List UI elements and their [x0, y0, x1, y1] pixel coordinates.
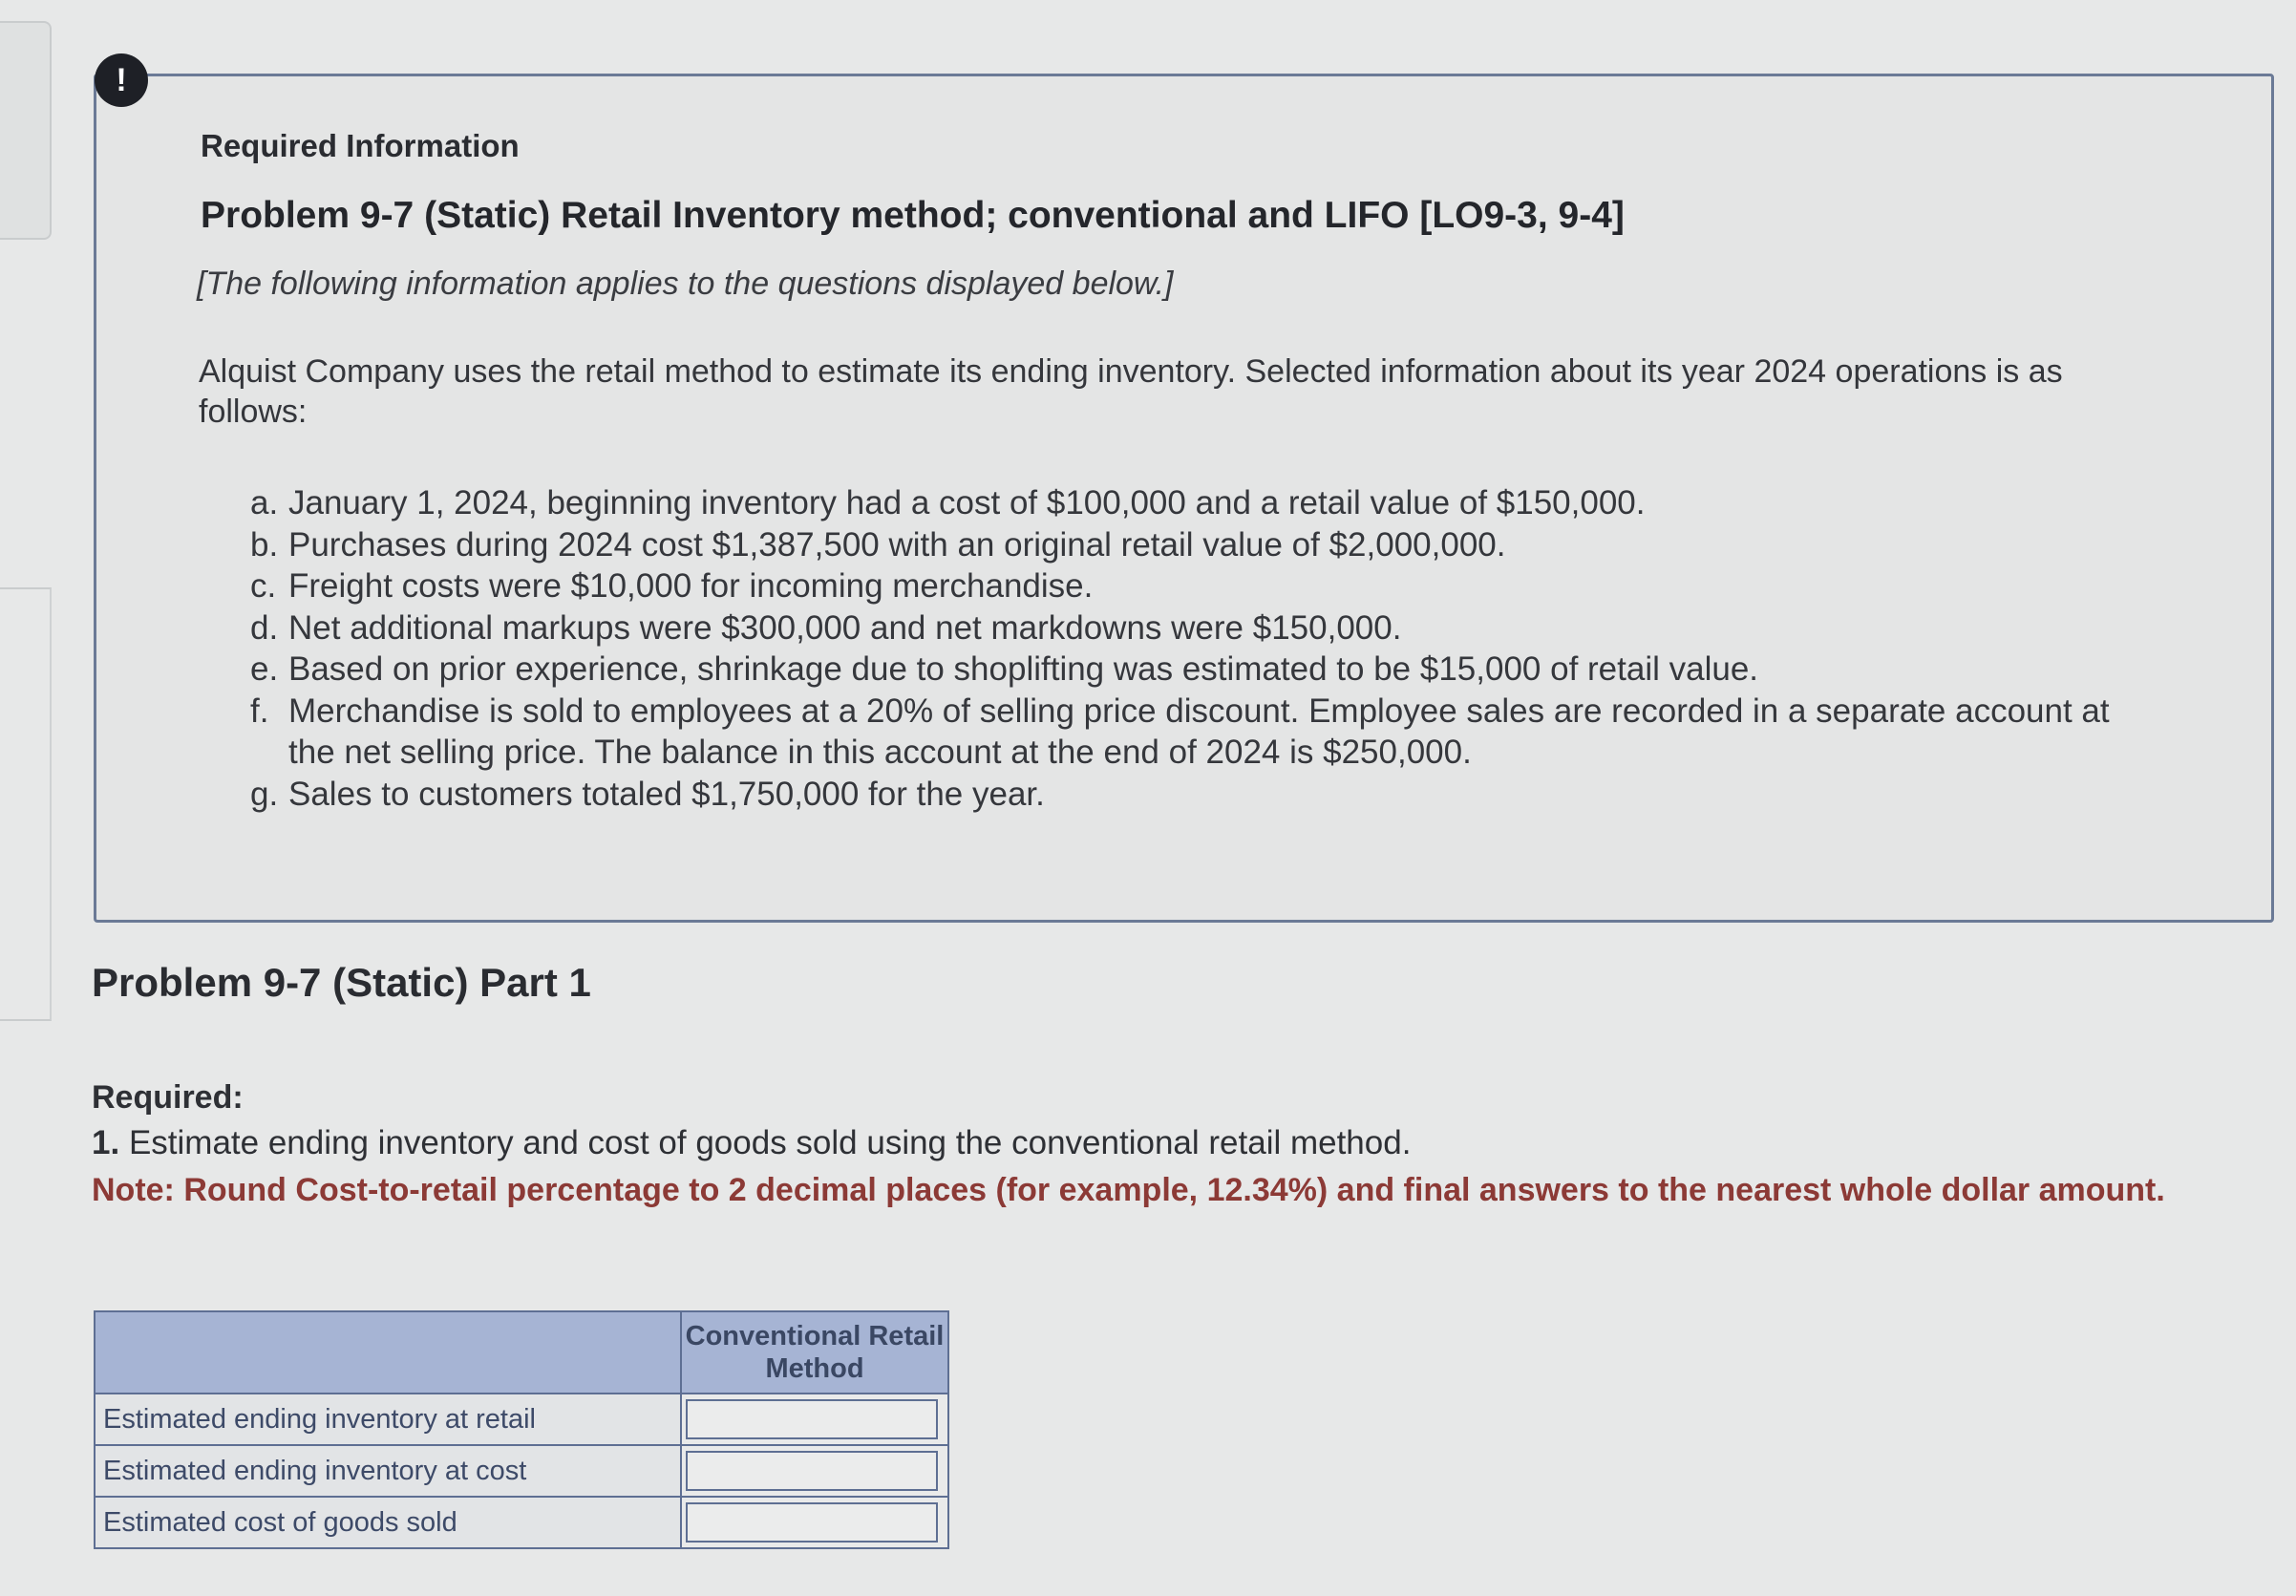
left-panel-edge [0, 21, 52, 240]
cost-of-goods-sold-input[interactable] [686, 1502, 938, 1543]
part-title: Problem 9-7 (Static) Part 1 [92, 960, 591, 1005]
answer-table [94, 1310, 949, 1549]
required-information-heading: Required Information [201, 128, 520, 163]
item-letter: c. [250, 567, 277, 605]
table-row [95, 1497, 948, 1548]
item-text: Sales to customers totaled $1,750,000 for the year. [288, 775, 1045, 813]
item-text: Merchandise is sold to employees at a 20% of selling price discount. Employee sales are recorded in a separate account at the net selling price. The balance in this account at the end of 2024 is $250,000. [288, 692, 2110, 771]
required-label: Required: [92, 1079, 244, 1116]
row-label: Estimated ending inventory at cost [95, 1445, 681, 1497]
requirement-description: Estimate ending inventory and cost of goods sold using the conventional retail method. [128, 1124, 1412, 1161]
row-label: Estimated ending inventory at retail [95, 1394, 681, 1445]
problem-intro: Alquist Company uses the retail method to estimate its ending inventory. Selected information about its year 2024 operations is as follows: [199, 353, 2063, 430]
input-cell [681, 1394, 948, 1445]
list-item [250, 774, 2160, 816]
ending-inventory-retail-input[interactable] [686, 1399, 938, 1439]
item-text: January 1, 2024, beginning inventory had a cost of $100,000 and a retail value of $150,000. [288, 484, 1646, 521]
list-item [250, 482, 2160, 524]
left-panel-edge-lower [0, 587, 52, 1021]
item-letter: d. [250, 608, 279, 647]
item-letter: a. [250, 484, 279, 521]
list-item [250, 607, 2160, 649]
input-cell [681, 1497, 948, 1548]
list-item [250, 649, 2160, 691]
alert-icon: ! [95, 53, 148, 107]
rounding-note: Note: Round Cost-to-retail percentage to 2 decimal places (for example, 12.34%) and final answers to the nearest whole dollar amount. [92, 1172, 2165, 1208]
item-letter: e. [250, 650, 279, 688]
item-letter: g. [250, 775, 279, 813]
item-letter: b. [250, 525, 279, 564]
table-row [95, 1445, 948, 1497]
row-label: Estimated cost of goods sold [95, 1497, 681, 1548]
table-row [95, 1394, 948, 1445]
table-header-row [95, 1311, 948, 1394]
requirement-text [92, 1124, 1411, 1162]
list-item [250, 691, 2160, 774]
applies-note: [The following information applies to the questions displayed below.] [197, 266, 1174, 302]
ending-inventory-cost-input[interactable] [686, 1451, 938, 1491]
problem-title: Problem 9-7 (Static) Retail Inventory method; conventional and LIFO [LO9-3, 9-4] [201, 195, 1625, 236]
item-text: Based on prior experience, shrinkage due to shoplifting was estimated to be $15,000 of retail value. [288, 650, 1759, 688]
list-item [250, 565, 2160, 607]
table-header-blank [95, 1311, 681, 1394]
item-letter: f. [250, 692, 269, 730]
column-header-conventional: Conventional Retail Method [681, 1311, 948, 1394]
item-text: Net additional markups were $300,000 and net markdowns were $150,000. [288, 608, 1402, 647]
input-cell [681, 1445, 948, 1497]
item-text: Freight costs were $10,000 for incoming merchandise. [288, 567, 1094, 605]
requirement-number: 1. [92, 1124, 120, 1161]
facts-list [250, 482, 2160, 815]
item-text: Purchases during 2024 cost $1,387,500 with an original retail value of $2,000,000. [288, 525, 1506, 564]
list-item [250, 524, 2160, 566]
